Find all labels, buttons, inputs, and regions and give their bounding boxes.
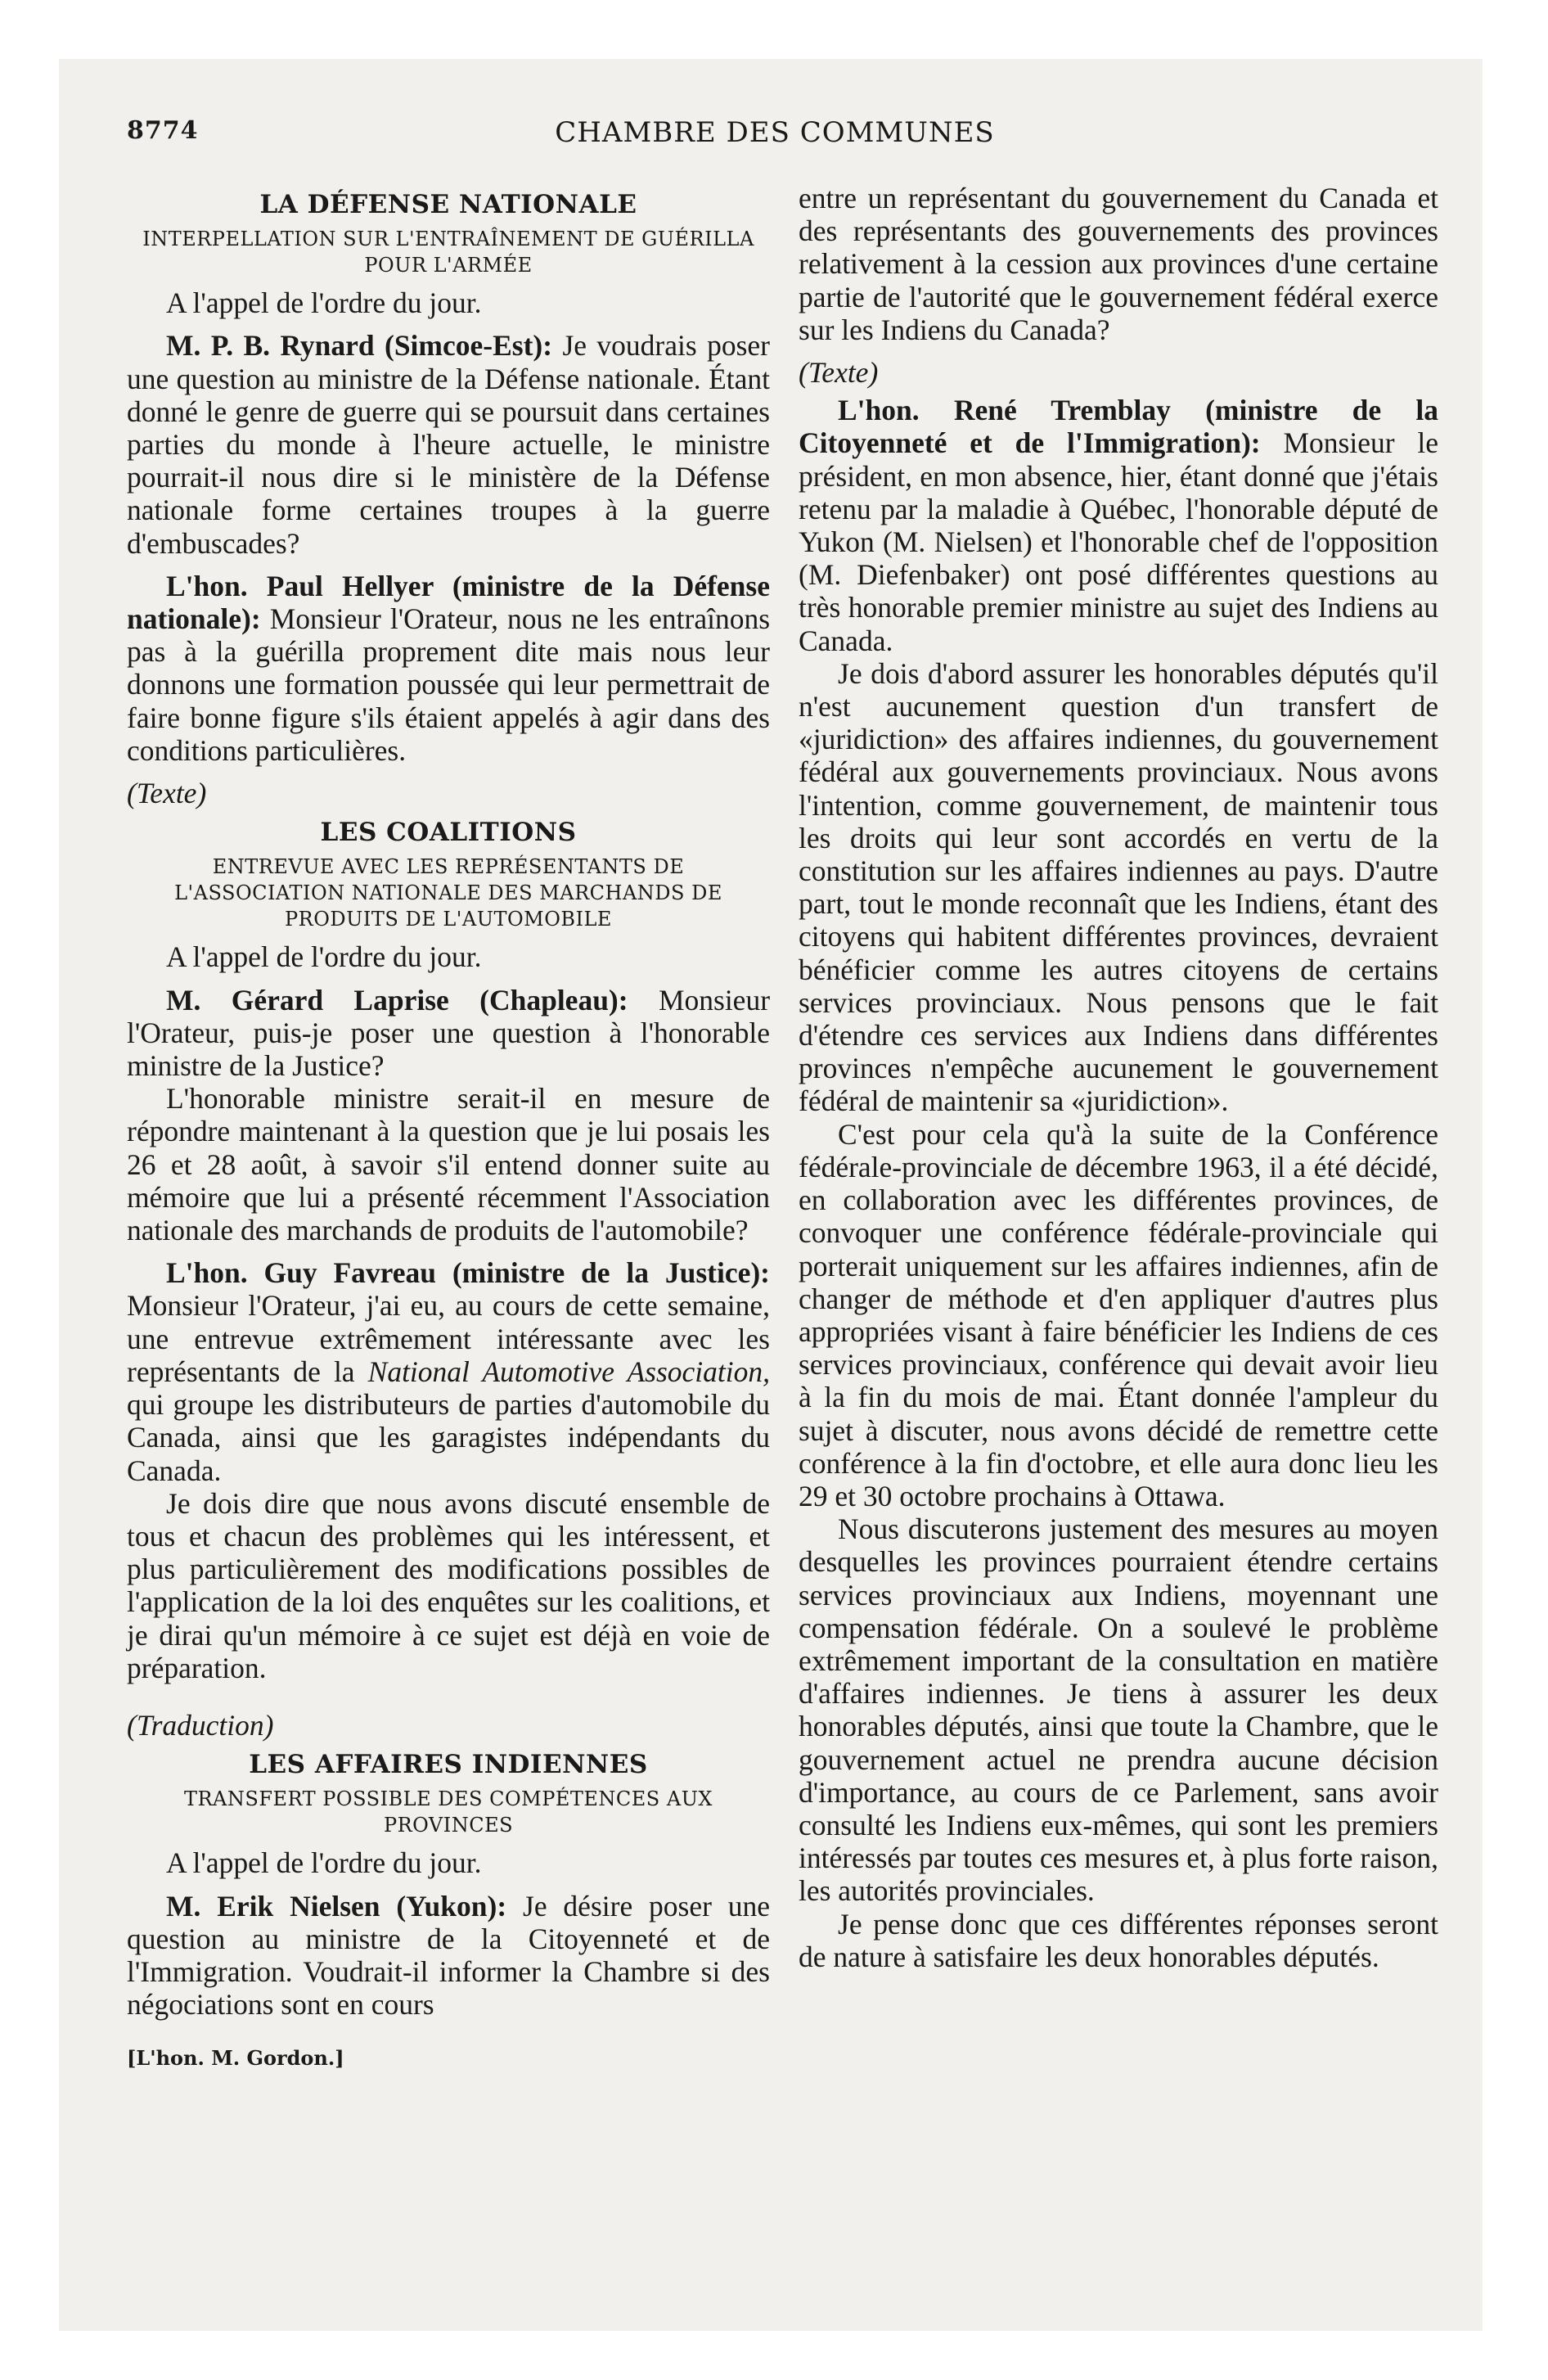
paragraph: Je dois dire que nous avons discuté ensemble de tous et chacun des problèmes qui les intéressent, et plus particulièrement des modifications possibles de l'application de la loi des enquêtes sur les coalitions, et je dirai qu'un mémoire à ce sujet est déjà en voie de préparation.	[127, 1486, 770, 1684]
paragraph	[127, 984, 770, 1083]
language-note: (Texte)	[127, 777, 207, 810]
paragraph: entre un représentant du gouvernement du Canada et des représentants des gouvernements des provinces relativement à la cession aux provinces d'une certaine partie de l'autorité que le gouvernement fédéral exerce sur les Indiens du Canada?	[799, 182, 1438, 346]
paragraph	[127, 1890, 770, 2022]
paragraph	[799, 394, 1438, 657]
paragraph	[127, 329, 770, 559]
order-of-day: A l'appel de l'ordre du jour.	[166, 940, 482, 974]
section-subheading-association: ENTREVUE AVEC LES REPRÉSENTANTS DE L'ASSOCIATION NATIONALE DES MARCHANDS DE PRODUITS DE L'AUTOMOBILE	[174, 855, 722, 931]
italic-association-name: National Automotive Association,	[367, 1355, 770, 1388]
paragraph: C'est pour cela qu'à la suite de la Conférence fédérale-provinciale de décembre 1963, il a été décidé, en collaboration avec les différentes provinces, de convoquer une conférence fédérale-provinciale qui porterait uniquement sur les affaires indiennes, afin de changer de méthode et d'en appliquer d'autres plus appropriées visant à faire bénéficier les Indiens de ces services provinciaux, conférence qui devait avoir lieu à la fin du mois de mai. Étant donnée l'ampleur du sujet à discuter, nous avons décidé de remettre cette conférence à la fin d'octobre, et elle aura donc lieu les 29 et 30 octobre prochains à Ottawa.	[799, 1117, 1438, 1512]
language-note: (Traduction)	[127, 1708, 274, 1742]
section-heading-defense: LA DÉFENSE NATIONALE	[259, 190, 637, 219]
speech-text: Je voudrais poser une question au ministre de la Défense nationale. Étant donné le genre de guerre qui se poursuit dans certaines parties du monde à l'heure actuelle, le ministre pourrait-il nous dire si le ministère de la Défense nationale forme certaines troupes à la guerre d'embuscades?	[127, 329, 770, 560]
speech-text: qui groupe les distributeurs de parties d'automobile du Canada, ainsi que les garagistes indépendants du Canada.	[127, 1388, 770, 1487]
speech-text: Monsieur l'Orateur, nous ne les entraînons pas à la guérilla proprement dite mais nous leur donnons une formation poussée qui leur permettrait de faire bonne figure s'ils étaient appelés à agir dans des conditions particulières.	[127, 602, 771, 767]
section-heading-indian-affairs: LES AFFAIRES INDIENNES	[249, 1750, 648, 1780]
speech-text: Monsieur l'Orateur, j'ai eu, au cours de cette semaine, une entrevue extrêmement intéressante avec les représentants de la	[127, 1289, 770, 1388]
paragraph: Je dois d'abord assurer les honorables députés qu'il n'est aucunement question d'un transfert de «juridiction» des affaires indiennes, du gouvernement fédéral aux gouvernements provinciaux. Nous avons l'intention, comme gouvernement, de maintenir tous les droits qui leur sont accordés en vertu de la constitution sur les affaires indiennes au pays. D'autre part, tout le monde reconnaît que les Indiens, étant des citoyens qui habitent différentes provinces, devraient bénéficier comme les autres citoyens de certains services provinciaux. Nous pensons que le fait d'étendre ces services aux Indiens dans différentes provinces n'empêche aucunement le gouvernement fédéral de maintenir sa «juridiction».	[799, 656, 1438, 1118]
language-note: (Texte)	[799, 356, 879, 390]
page-header	[127, 116, 1423, 157]
speech-text: Monsieur l'Orateur, puis-je poser une question à l'honorable ministre de la Justice?	[127, 983, 771, 1083]
running-title: CHAMBRE DES COMMUNES	[555, 116, 995, 149]
speaker-name: L'hon. Paul Hellyer (ministre de la Défense nationale):	[127, 569, 770, 636]
paragraph: L'honorable ministre serait-il en mesure de répondre maintenant à la question que je lui posais les 26 et 28 août, à savoir s'il entend donner suite au mémoire que lui a présenté récemment l'Association nationale des marchands de produits de l'automobile?	[127, 1082, 770, 1247]
speech-text: Je désire poser une question au ministre de la Citoyenneté et de l'Immigration. Voudrait-il informer la Chambre si des négociations sont en cours	[127, 1889, 771, 2022]
section-subheading-guerilla: INTERPELLATION SUR L'ENTRAÎNEMENT DE GUÉRILLA POUR L'ARMÉE	[142, 228, 754, 277]
left-column	[127, 182, 770, 2076]
speaker-name: L'hon. René Tremblay (ministre de la Citoyenneté et de l'Immigration):	[799, 394, 1438, 460]
order-of-day: A l'appel de l'ordre du jour.	[166, 286, 482, 320]
paragraph	[127, 1256, 770, 1486]
page-number: 8774	[127, 116, 199, 145]
page-footer: [L'hon. M. Gordon.]	[127, 2046, 344, 2071]
paragraph: Je pense donc que ces différentes réponses seront de nature à satisfaire les deux honorables députés.	[799, 1907, 1438, 1973]
paragraph	[127, 570, 770, 767]
section-subheading-transfer: TRANSFERT POSSIBLE DES COMPÉTENCES AUX PROVINCES	[183, 1787, 713, 1837]
speaker-name: L'hon. Guy Favreau (ministre de la Justice):	[166, 1256, 770, 1290]
section-heading-coalitions: LES COALITIONS	[320, 818, 577, 848]
order-of-day: A l'appel de l'ordre du jour.	[166, 1846, 482, 1880]
paragraph: Nous discuterons justement des mesures au moyen desquelles les provinces pourraient étendre certains services provinciaux aux Indiens, moyennant une compensation fédérale. On a soulevé le problème extrêmement important de la consultation en matière d'affaires indiennes. Je tiens à assurer les deux honorables députés, ainsi que toute la Chambre, que le gouvernement actuel ne prendra aucune décision d'importance, au cours de ce Parlement, sans avoir consulté les Indiens eux-mêmes, qui sont les premiers intéressés par toutes ces mesures et, à plus forte raison, les autorités provinciales.	[799, 1512, 1438, 1908]
right-column	[799, 182, 1438, 1973]
speaker-name: M. P. B. Rynard (Simcoe-Est):	[166, 329, 553, 363]
speaker-name: M. Erik Nielsen (Yukon):	[166, 1889, 507, 1922]
speech-text: Monsieur le président, en mon absence, hier, étant donné que j'étais retenu par la maladie à Québec, l'honorable député de Yukon (M. Nielsen) et l'honorable chef de l'opposition (M. Diefenbaker) ont posé différentes questions au très honorable premier ministre au sujet des Indiens au Canada.	[799, 426, 1438, 657]
speaker-name: M. Gérard Laprise (Chapleau):	[166, 983, 628, 1016]
